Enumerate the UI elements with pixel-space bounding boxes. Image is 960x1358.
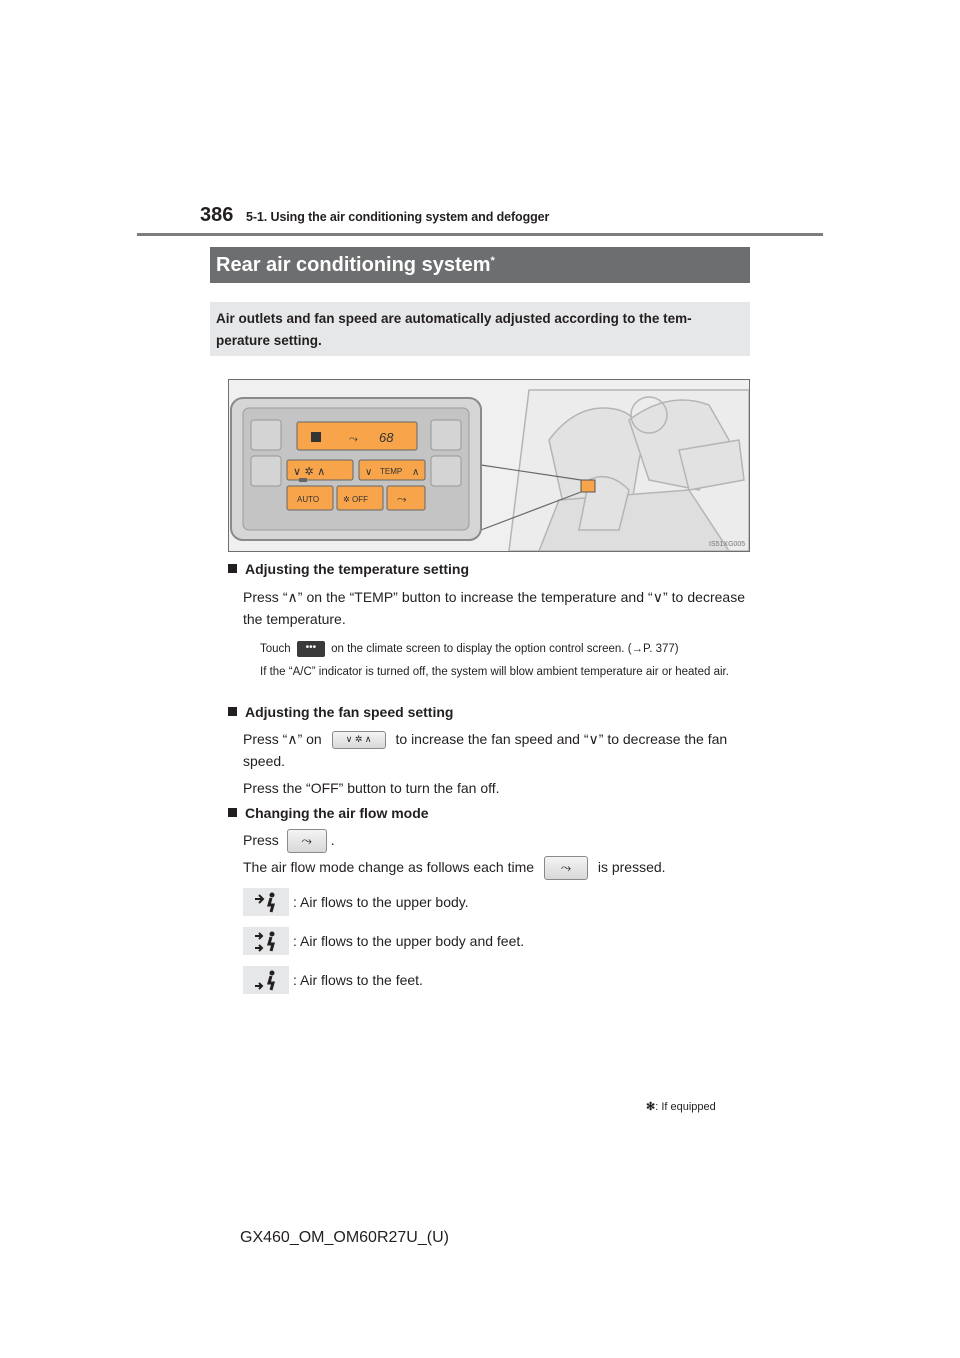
temp-body: Press “∧” on the “TEMP” button to increase the temperature and “∨” to decrease the temperature. <box>243 589 745 627</box>
fan-heading: Adjusting the fan speed setting <box>228 704 453 720</box>
airflow-button-icon: ⤳ <box>544 856 588 880</box>
auto-label: AUTO <box>297 495 320 504</box>
airflow-heading: Changing the air flow mode <box>228 805 429 821</box>
face-vent-icon <box>243 888 289 916</box>
intro-box: Air outlets and fan speed are automatically adjusted according to the tem-perature setting. <box>210 302 750 356</box>
svg-text:∨ ✲ ∧: ∨ ✲ ∧ <box>293 465 326 478</box>
svg-text:∧: ∧ <box>412 467 420 478</box>
control-panel-illustration <box>229 380 749 551</box>
section-title-bar <box>210 247 750 283</box>
foot-vent-icon <box>243 966 289 994</box>
figure-code: IS51XG005 <box>709 541 746 548</box>
mode-upper-body-feet: : Air flows to the upper body and feet. <box>243 927 524 955</box>
temp-note-2: If the “A/C” indicator is turned off, the system will blow ambient temperature air or heated air. <box>260 666 729 678</box>
footnote: ✻: If equipped <box>646 1101 716 1113</box>
fan-speed-button-icon: ∨ ✲ ∧ <box>332 731 386 749</box>
fan-body-line2: speed. <box>243 753 286 769</box>
section-title: Rear air conditioning system <box>216 254 491 276</box>
fan-off-text: Press the “OFF” button to turn the fan off. <box>243 780 500 796</box>
temp-label: TEMP <box>380 467 403 476</box>
airflow-change: The air flow mode change as follows each time ⤳ is pressed. <box>243 856 666 880</box>
airflow-button-icon: ⤳ <box>287 829 327 853</box>
option-dots-icon: ••• <box>297 641 325 657</box>
asterisk-icon: ✻ <box>646 1101 656 1113</box>
bi-level-vent-icon <box>243 927 289 955</box>
asterisk-mark: * <box>490 255 495 267</box>
mode-feet: : Air flows to the feet. <box>243 966 423 994</box>
interior-sketch <box>509 390 749 551</box>
document-code: GX460_OM_OM60R27U_(U) <box>240 1229 449 1246</box>
mode-upper-body: : Air flows to the upper body. <box>243 888 469 916</box>
airflow-press: Press ⤳ . <box>243 829 335 853</box>
fan-body-line1: Press “∧” on ∨ ✲ ∧ to increase the fan speed and “∨” to decrease the fan <box>243 728 753 750</box>
temp-note-1: Touch ••• on the climate screen to display the option control screen. (→P. 377) <box>260 642 679 656</box>
chapter-title: 5-1. Using the air conditioning system and defogger <box>246 210 550 224</box>
panel-location-marker <box>581 480 595 492</box>
temp-heading: Adjusting the temperature setting <box>228 561 469 577</box>
control-panel-figure <box>228 379 750 552</box>
page-number: 386 <box>200 204 234 226</box>
svg-text:∨: ∨ <box>365 467 373 478</box>
svg-text:✲: ✲ <box>343 495 350 504</box>
off-label: OFF <box>352 495 368 504</box>
display-temperature: 68 <box>379 430 394 445</box>
svg-text:⤳: ⤳ <box>397 492 407 506</box>
header-rule <box>137 233 823 236</box>
airflow-icon: ⤳ <box>349 432 358 445</box>
